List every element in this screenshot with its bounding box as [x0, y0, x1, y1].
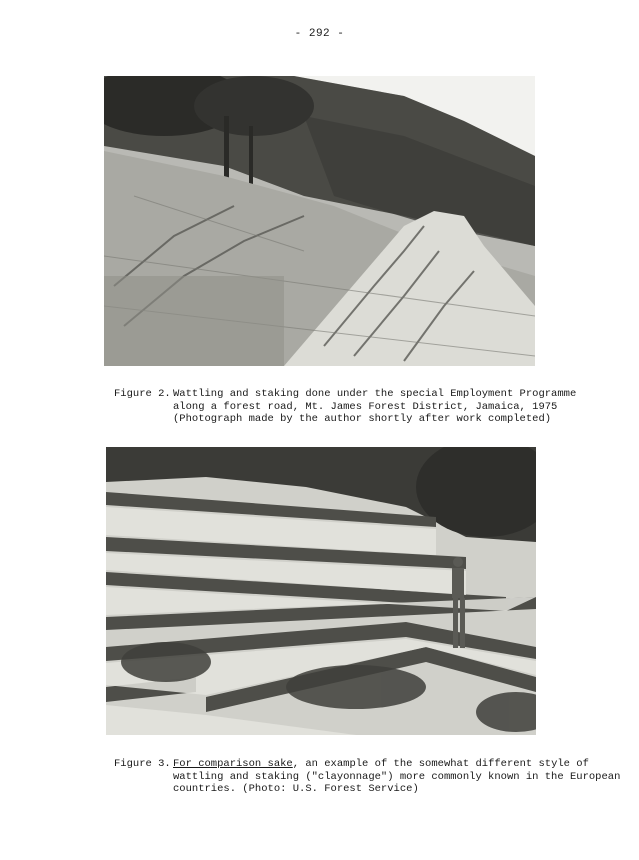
page-number: - 292 - [294, 28, 345, 40]
figure-3-caption-underlined: For comparison sake [173, 758, 293, 770]
figure-3-photo [106, 447, 536, 735]
figure-3-caption-line-3: countries. (Photo: U.S. Forest Service) [173, 783, 419, 795]
figure-2-caption-line: (Photograph made by the author shortly after work completed) [173, 413, 552, 425]
figure-2-photo [104, 76, 535, 366]
figure-2-caption [114, 388, 614, 428]
figure-3-caption-line-1 [173, 758, 620, 771]
figure-3-caption [114, 758, 621, 798]
figure-3-caption-line-2: wattling and staking ("clayonnage") more commonly known in the European [173, 770, 621, 783]
figure-3-caption-rest: , an example of the somewhat different style of [292, 758, 589, 770]
figure-2-label: Figure 2. [114, 388, 171, 400]
figure-2-caption-line: Wattling and staking done under the special Employment Programme [173, 388, 577, 400]
figure-3-label: Figure 3. [114, 758, 171, 770]
figure-2-caption-line: along a forest road, Mt. James Forest District, Jamaica, 1975 [173, 400, 558, 413]
